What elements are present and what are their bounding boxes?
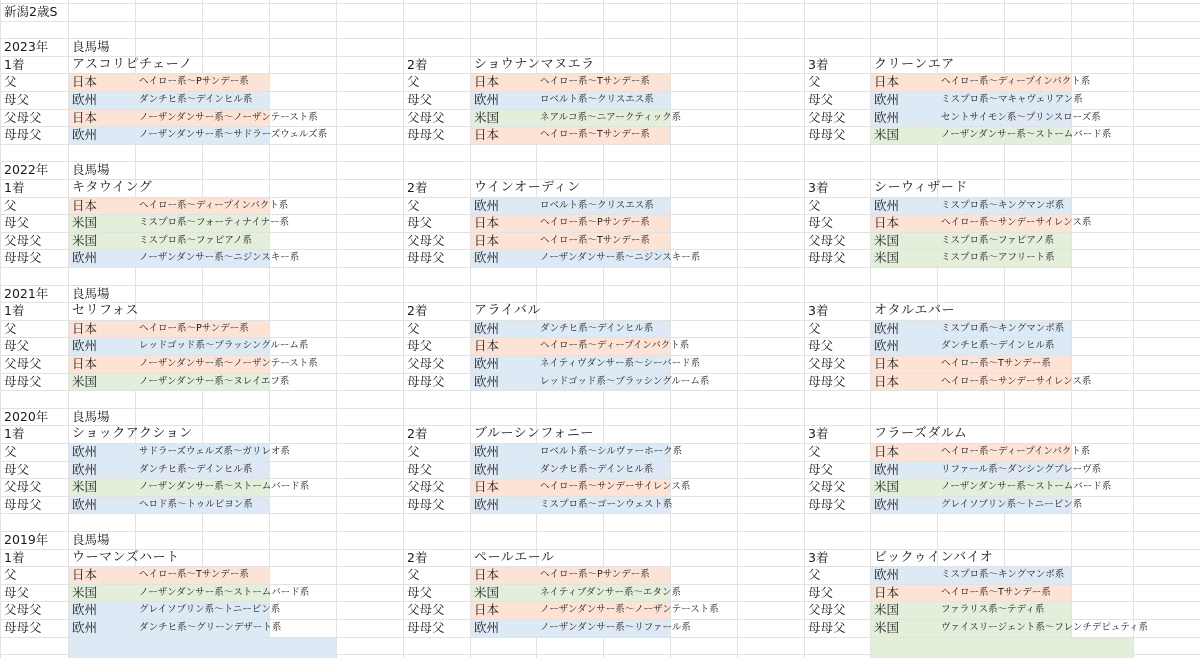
pedigree-role[interactable]: 母母父 — [407, 127, 445, 143]
sire-line-cell[interactable]: ヴァイスリージェント系〜フレンチデピュティ系 — [941, 622, 1149, 633]
sire-line-cell[interactable]: ヘイロー系〜Tサンデー系 — [540, 76, 650, 88]
region-cell[interactable]: 日本 — [474, 215, 500, 231]
row-gridline — [0, 302, 1200, 303]
finish-place[interactable]: 3着 — [808, 303, 829, 319]
horse-name[interactable]: ビックゥインバイオ — [874, 549, 994, 565]
sire-line-cell[interactable]: ヘイロー系〜Tサンデー系 — [941, 586, 1051, 598]
sire-line-cell[interactable]: ネアルコ系〜ニアークティック系 — [540, 111, 682, 123]
region-cell[interactable]: 日本 — [474, 602, 500, 618]
sire-line-cell[interactable]: ネイティヴダンサー系〜シーバード系 — [540, 358, 701, 369]
region-cell[interactable]: 米国 — [72, 584, 98, 600]
year-label[interactable]: 2019年 — [4, 532, 49, 547]
sire-line-cell[interactable]: ヘイロー系〜Pサンデー系 — [139, 322, 249, 334]
track-condition[interactable]: 良馬場 — [72, 408, 110, 424]
region-cell[interactable]: 日本 — [874, 74, 900, 90]
region-cell[interactable]: 日本 — [72, 109, 98, 125]
row-gridline — [0, 531, 1200, 532]
region-cell[interactable]: 日本 — [474, 127, 500, 143]
pedigree-role[interactable]: 母父 — [808, 92, 834, 107]
pedigree-role[interactable]: 父 — [4, 74, 17, 90]
sire-line-cell[interactable]: ミスプロ系〜キングマンボ系 — [941, 199, 1065, 211]
region-cell[interactable]: 欧州 — [474, 320, 500, 336]
pedigree-role[interactable]: 父母父 — [808, 109, 846, 125]
sire-line-cell[interactable]: ヘイロー系〜Tサンデー系 — [540, 234, 650, 246]
sire-line-cell[interactable]: ミスプロ系〜ファピアノ系 — [139, 234, 253, 246]
region-cell[interactable]: 日本 — [72, 197, 98, 213]
sire-line-cell[interactable]: セントサイモン系〜プリンスローズ系 — [941, 111, 1101, 123]
pedigree-role[interactable]: 母母父 — [808, 620, 846, 635]
finish-place[interactable]: 3着 — [808, 56, 829, 72]
pedigree-role[interactable]: 母父 — [4, 92, 30, 107]
finish-place[interactable]: 1着 — [4, 303, 25, 319]
row-gridline — [0, 3, 1200, 4]
region-cell[interactable]: 米国 — [72, 232, 98, 248]
column-gridline — [403, 0, 404, 658]
sire-line-cell[interactable]: ミスプロ系〜ゴーンウェスト系 — [540, 498, 673, 510]
sire-line-cell[interactable]: ヘイロー系〜サンデーサイレンス系 — [941, 217, 1092, 229]
region-cell[interactable]: 米国 — [72, 373, 98, 389]
sire-line-cell[interactable]: ヘイロー系〜Tサンデー系 — [139, 569, 249, 581]
pedigree-role[interactable]: 母父 — [4, 584, 30, 600]
region-cell[interactable]: 日本 — [874, 356, 900, 371]
horse-name[interactable]: ウインオーディン — [474, 180, 581, 195]
track-condition[interactable]: 良馬場 — [72, 162, 110, 178]
sire-line-cell[interactable]: ヘイロー系〜ディープインパクト系 — [941, 76, 1091, 88]
region-cell[interactable]: 米国 — [874, 620, 900, 635]
pedigree-role[interactable]: 父母父 — [4, 479, 42, 495]
sire-line-cell[interactable]: ロベルト系〜シルヴァーホーク系 — [540, 446, 683, 457]
sire-line-cell[interactable]: ヘロド系〜トゥルビヨン系 — [139, 498, 253, 510]
horse-name[interactable]: クリーンエア — [874, 56, 955, 72]
column-gridline — [737, 0, 738, 658]
row-gridline — [0, 285, 1200, 286]
sire-line-cell[interactable]: ミスプロ系〜アフリート系 — [941, 252, 1055, 264]
pedigree-role[interactable]: 父 — [808, 567, 821, 583]
pedigree-role[interactable]: 母母父 — [407, 250, 445, 266]
sire-line-cell[interactable]: グレイソブリン系〜トニービン系 — [139, 604, 281, 616]
region-cell[interactable]: 欧州 — [474, 461, 500, 477]
region-cell[interactable]: 日本 — [72, 567, 98, 583]
pedigree-role[interactable]: 父母父 — [407, 479, 445, 495]
sire-line-cell[interactable]: ノーザンダンサー系〜ニジンスキー系 — [540, 252, 701, 264]
pedigree-role[interactable]: 母父 — [407, 461, 433, 477]
region-cell[interactable]: 欧州 — [474, 496, 500, 512]
sire-line-cell[interactable]: レッドゴッド系〜ブラッシングルーム系 — [540, 375, 710, 387]
sire-line-cell[interactable]: ダンチヒ系〜デインヒル系 — [941, 340, 1055, 352]
pedigree-role[interactable]: 父 — [808, 197, 821, 213]
pedigree-role[interactable]: 母母父 — [407, 373, 445, 389]
pedigree-role[interactable]: 父母父 — [4, 356, 42, 371]
region-cell[interactable]: 欧州 — [72, 250, 98, 266]
region-cell[interactable]: 欧州 — [474, 356, 500, 371]
row-gridline — [0, 390, 1200, 391]
track-condition[interactable]: 良馬場 — [72, 532, 110, 547]
region-highlight — [69, 638, 336, 658]
pedigree-role[interactable]: 父 — [808, 74, 821, 90]
region-cell[interactable]: 欧州 — [72, 127, 98, 143]
sire-line-cell[interactable]: サドラーズウェルズ系〜ガリレオ系 — [139, 446, 290, 457]
year-label[interactable]: 2021年 — [4, 285, 49, 301]
sire-line-cell[interactable]: ヘイロー系〜Tサンデー系 — [941, 358, 1051, 369]
region-highlight — [871, 638, 1133, 658]
region-cell[interactable]: 欧州 — [874, 461, 900, 477]
sire-line-cell[interactable]: ネイティブダンサー系〜エタン系 — [540, 586, 681, 598]
region-cell[interactable]: 米国 — [874, 250, 900, 266]
region-cell[interactable]: 日本 — [474, 232, 500, 248]
sire-line-cell[interactable]: ノーザンダンサー系〜ノーザンテースト系 — [540, 604, 719, 616]
sire-line-cell[interactable]: ノーザンダンサー系〜ストームバード系 — [139, 481, 310, 493]
row-gridline — [0, 408, 1200, 409]
finish-place[interactable]: 2着 — [407, 303, 428, 319]
finish-place[interactable]: 2着 — [407, 549, 428, 565]
pedigree-role[interactable]: 母母父 — [407, 496, 445, 512]
pedigree-role[interactable]: 母母父 — [4, 496, 42, 512]
pedigree-role[interactable]: 父 — [4, 444, 17, 459]
region-cell[interactable]: 欧州 — [474, 373, 500, 389]
region-cell[interactable]: 欧州 — [72, 602, 98, 618]
region-cell[interactable]: 欧州 — [874, 197, 900, 213]
sire-line-cell[interactable]: ヘイロー系〜ディープインパクト系 — [941, 446, 1091, 457]
sheet-title[interactable]: 新潟2歳S — [4, 4, 58, 19]
row-gridline — [0, 21, 1200, 22]
pedigree-role[interactable]: 母母父 — [4, 127, 42, 143]
region-cell[interactable]: 欧州 — [72, 444, 98, 459]
sire-line-cell[interactable]: ヘイロー系〜Tサンデー系 — [540, 129, 650, 141]
region-cell[interactable]: 欧州 — [72, 620, 98, 635]
sire-line-cell[interactable]: ダンチヒ系〜デインヒル系 — [139, 463, 253, 475]
region-cell[interactable]: 日本 — [474, 567, 500, 583]
region-cell[interactable]: 米国 — [474, 109, 500, 125]
sire-line-cell[interactable]: ノーザンダンサー系〜ストームバード系 — [139, 586, 310, 598]
pedigree-role[interactable]: 母母父 — [4, 373, 42, 389]
pedigree-role[interactable]: 母父 — [407, 584, 433, 600]
region-cell[interactable]: 欧州 — [874, 338, 900, 354]
pedigree-role[interactable]: 母父 — [808, 215, 834, 231]
sire-line-cell[interactable]: グレイソブリン系〜トニービン系 — [941, 498, 1083, 510]
pedigree-role[interactable]: 父 — [808, 320, 821, 336]
sire-line-cell[interactable]: ミスプロ系〜フォーティナイナー系 — [139, 217, 290, 229]
horse-name[interactable]: ショウナンマヌエラ — [474, 56, 595, 72]
pedigree-role[interactable]: 母父 — [407, 215, 433, 231]
region-cell[interactable]: 欧州 — [72, 496, 98, 512]
sire-line-cell[interactable]: ファラリス系〜テディ系 — [941, 604, 1045, 616]
pedigree-role[interactable]: 父母父 — [407, 602, 445, 618]
sire-line-cell[interactable]: ミスプロ系〜マキャヴェリアン系 — [941, 94, 1083, 105]
pedigree-role[interactable]: 母母父 — [407, 620, 445, 635]
region-cell[interactable]: 日本 — [72, 74, 98, 90]
sire-line-cell[interactable]: ノーザンダンサー系〜ノーザンテースト系 — [139, 358, 318, 369]
pedigree-role[interactable]: 母父 — [407, 338, 433, 354]
sire-line-cell[interactable]: ヘイロー系〜Pサンデー系 — [540, 217, 650, 229]
pedigree-role[interactable]: 母父 — [808, 584, 834, 600]
sire-line-cell[interactable]: ヘイロー系〜サンデーサイレンス系 — [941, 375, 1092, 387]
pedigree-role[interactable]: 父 — [407, 444, 420, 459]
region-cell[interactable]: 日本 — [72, 356, 98, 371]
region-cell[interactable]: 欧州 — [474, 620, 500, 635]
sire-line-cell[interactable]: ヘイロー系〜ディープインパクト系 — [139, 199, 289, 211]
pedigree-role[interactable]: 父母父 — [407, 232, 445, 248]
sire-line-cell[interactable]: ダンチヒ系〜デインヒル系 — [540, 322, 654, 334]
row-gridline — [0, 161, 1200, 162]
region-cell[interactable]: 日本 — [474, 338, 500, 354]
sire-line-cell[interactable]: ダンチヒ系〜グリーンデザート系 — [139, 622, 282, 633]
finish-place[interactable]: 1着 — [4, 56, 25, 72]
row-gridline — [0, 144, 1200, 145]
region-cell[interactable]: 米国 — [874, 232, 900, 248]
region-cell[interactable]: 日本 — [474, 74, 500, 90]
row-gridline — [0, 513, 1200, 514]
region-cell[interactable]: 米国 — [72, 479, 98, 495]
horse-name[interactable]: フラーズダルム — [874, 426, 968, 442]
row-gridline — [0, 549, 1200, 550]
column-gridline — [0, 0, 1, 658]
region-cell[interactable]: 欧州 — [474, 197, 500, 213]
sire-line-cell[interactable]: ミスプロ系〜キングマンボ系 — [941, 322, 1065, 334]
pedigree-role[interactable]: 父 — [407, 320, 420, 336]
region-cell[interactable]: 欧州 — [874, 496, 900, 512]
year-label[interactable]: 2023年 — [4, 39, 49, 55]
region-cell[interactable]: 欧州 — [874, 320, 900, 336]
pedigree-role[interactable]: 母母父 — [808, 496, 846, 512]
pedigree-role[interactable]: 父 — [4, 320, 17, 336]
finish-place[interactable]: 1着 — [4, 426, 25, 442]
pedigree-role[interactable]: 父母父 — [808, 479, 846, 495]
pedigree-role[interactable]: 母母父 — [4, 620, 42, 635]
pedigree-role[interactable]: 父母父 — [808, 602, 846, 618]
sire-line-cell[interactable]: ノーザンダンサー系〜ヌレイエフ系 — [139, 375, 290, 387]
region-cell[interactable]: 米国 — [474, 584, 500, 600]
pedigree-role[interactable]: 父母父 — [4, 232, 42, 248]
horse-name[interactable]: アライバル — [474, 303, 541, 319]
pedigree-role[interactable]: 父母父 — [4, 109, 42, 125]
pedigree-role[interactable]: 母母父 — [808, 250, 846, 266]
horse-name[interactable]: アスコリピチェーノ — [72, 56, 193, 72]
row-gridline — [0, 38, 1200, 39]
pedigree-role[interactable]: 父母父 — [407, 109, 445, 125]
region-cell[interactable]: 日本 — [874, 373, 900, 389]
column-gridline — [336, 0, 337, 658]
sire-line-cell[interactable]: ノーザンダンサー系〜リファール系 — [540, 622, 691, 633]
pedigree-role[interactable]: 母父 — [808, 338, 834, 354]
sire-line-cell[interactable]: ノーザンダンサー系〜ストームバード系 — [941, 481, 1112, 493]
horse-name[interactable]: セリフォス — [72, 303, 139, 319]
pedigree-role[interactable]: 父母父 — [407, 356, 445, 371]
sire-line-cell[interactable]: ヘイロー系〜Pサンデー系 — [139, 76, 249, 88]
sire-line-cell[interactable]: レッドゴッド系〜ブラッシングルーム系 — [139, 340, 309, 352]
finish-place[interactable]: 2着 — [407, 56, 428, 72]
pedigree-role[interactable]: 母父 — [407, 92, 433, 107]
pedigree-role[interactable]: 母父 — [808, 461, 834, 477]
sire-line-cell[interactable]: ダンチヒ系〜デインヒル系 — [139, 94, 253, 105]
horse-name[interactable]: ウーマンズハート — [72, 549, 180, 565]
pedigree-role[interactable]: 父 — [407, 74, 420, 90]
pedigree-role[interactable]: 母母父 — [808, 127, 846, 143]
region-cell[interactable]: 日本 — [874, 215, 900, 231]
pedigree-role[interactable]: 父 — [407, 567, 420, 583]
finish-place[interactable]: 1着 — [4, 180, 25, 195]
sire-line-cell[interactable]: ノーザンダンサー系〜サドラーズウェルズ系 — [139, 129, 328, 141]
row-gridline — [0, 267, 1200, 268]
column-gridline — [670, 0, 671, 658]
track-condition[interactable]: 良馬場 — [72, 285, 110, 301]
region-cell[interactable]: 欧州 — [474, 250, 500, 266]
sire-line-cell[interactable]: ダンチヒ系〜デインヒル系 — [540, 463, 654, 475]
region-cell[interactable]: 欧州 — [874, 567, 900, 583]
column-gridline — [804, 0, 805, 658]
horse-name[interactable]: ブルーシンフォニー — [474, 426, 594, 442]
sire-line-cell[interactable]: ノーザンダンサー系〜ストームバード系 — [941, 129, 1112, 141]
region-cell[interactable]: 欧州 — [474, 92, 500, 107]
sire-line-cell[interactable]: ヘイロー系〜サンデーサイレンス系 — [540, 481, 691, 493]
region-cell[interactable]: 欧州 — [72, 338, 98, 354]
region-cell[interactable]: 欧州 — [874, 92, 900, 107]
finish-place[interactable]: 1着 — [4, 549, 25, 565]
pedigree-role[interactable]: 父母父 — [808, 232, 846, 248]
sire-line-cell[interactable]: ロベルト系〜クリスエス系 — [540, 94, 654, 105]
pedigree-role[interactable]: 母母父 — [808, 373, 846, 389]
sire-line-cell[interactable]: ミスプロ系〜ファピアノ系 — [941, 234, 1055, 246]
sire-line-cell[interactable]: ヘイロー系〜ディープインパクト系 — [540, 340, 690, 352]
sire-line-cell[interactable]: ロベルト系〜クリスエス系 — [540, 199, 654, 211]
sire-line-cell[interactable]: ミスプロ系〜キングマンボ系 — [941, 569, 1065, 581]
region-cell[interactable]: 日本 — [874, 584, 900, 600]
horse-name[interactable]: キタウイング — [72, 180, 153, 195]
column-gridline — [1133, 0, 1134, 658]
finish-place[interactable]: 2着 — [407, 180, 428, 195]
region-cell[interactable]: 米国 — [874, 602, 900, 618]
column-gridline — [269, 0, 270, 658]
finish-place[interactable]: 3着 — [808, 426, 829, 442]
finish-place[interactable]: 3着 — [808, 549, 829, 565]
horse-name[interactable]: シーウィザード — [874, 180, 968, 195]
pedigree-role[interactable]: 母父 — [4, 461, 30, 477]
finish-place[interactable]: 2着 — [407, 426, 428, 442]
region-cell[interactable]: 米国 — [874, 127, 900, 143]
region-cell[interactable]: 日本 — [874, 444, 900, 459]
pedigree-role[interactable]: 父母父 — [808, 356, 846, 371]
sire-line-cell[interactable]: リファール系〜ダンシングブレーヴ系 — [941, 463, 1102, 475]
pedigree-role[interactable]: 父 — [407, 197, 420, 213]
pedigree-role[interactable]: 父母父 — [4, 602, 42, 618]
pedigree-role[interactable]: 父 — [4, 197, 17, 213]
horse-name[interactable]: ショックアクション — [72, 426, 193, 442]
region-cell[interactable]: 欧州 — [474, 444, 500, 459]
region-cell[interactable]: 欧州 — [72, 461, 98, 477]
year-label[interactable]: 2020年 — [4, 408, 49, 424]
region-cell[interactable]: 欧州 — [72, 92, 98, 107]
pedigree-role[interactable]: 父 — [808, 444, 821, 459]
region-cell[interactable]: 日本 — [474, 479, 500, 495]
pedigree-role[interactable]: 父 — [4, 567, 17, 583]
region-cell[interactable]: 米国 — [72, 215, 98, 231]
region-cell[interactable]: 日本 — [72, 320, 98, 336]
finish-place[interactable]: 3着 — [808, 180, 829, 195]
horse-name[interactable]: オタルエバー — [874, 303, 956, 319]
pedigree-role[interactable]: 母母父 — [4, 250, 42, 266]
pedigree-role[interactable]: 母父 — [4, 215, 30, 231]
row-gridline — [0, 179, 1200, 180]
pedigree-role[interactable]: 母父 — [4, 338, 30, 354]
sire-line-cell[interactable]: ヘイロー系〜Pサンデー系 — [540, 569, 650, 581]
sire-line-cell[interactable]: ノーザンダンサー系〜ノーザンテースト系 — [139, 111, 318, 123]
sire-line-cell[interactable]: ノーザンダンサー系〜ニジンスキー系 — [139, 252, 300, 264]
year-label[interactable]: 2022年 — [4, 162, 49, 178]
region-cell[interactable]: 米国 — [874, 479, 900, 495]
track-condition[interactable]: 良馬場 — [72, 39, 110, 55]
region-cell[interactable]: 欧州 — [874, 109, 900, 125]
horse-name[interactable]: ペールエール — [474, 549, 555, 565]
